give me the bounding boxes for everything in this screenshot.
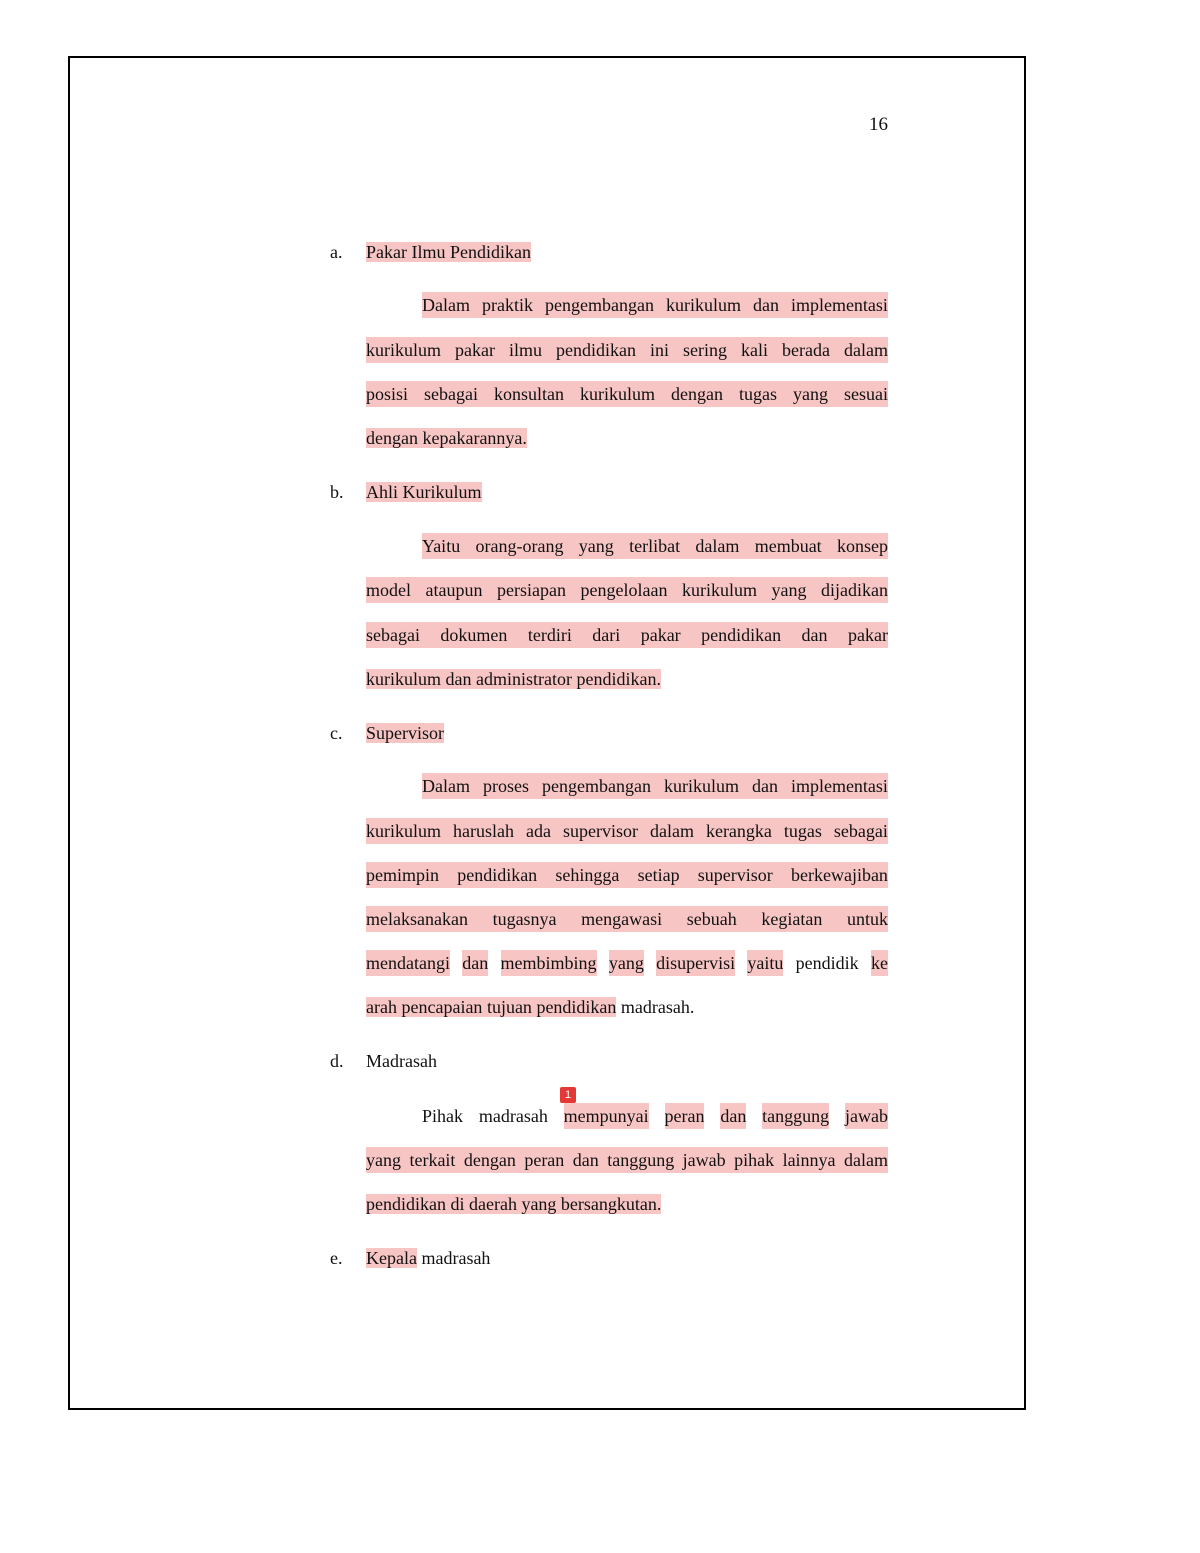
word: peran [524,1150,565,1170]
word: praktik [481,295,533,315]
word: dari [592,625,621,645]
word: kurikulum [580,384,655,404]
word: madrasah. [620,997,695,1017]
word: berada [782,340,830,360]
word: kurikulum [681,580,757,600]
word: pendidik [795,953,859,973]
word: arah [366,997,397,1017]
page-number: 16 [869,114,888,135]
heading-text: Supervisor [366,723,444,743]
heading-c [366,720,888,746]
word: untuk [846,909,888,929]
word: proses [482,776,529,796]
word: kurikulum [663,776,739,796]
word: yang [771,580,807,600]
word: kurikulum [366,821,441,841]
word: kali [741,340,768,360]
word: supervisor [562,821,638,841]
word: melaksanakan [366,909,468,929]
word: ini [649,340,669,360]
word: dalam [649,821,694,841]
paragraph-line [422,1103,888,1129]
word: orang-orang [475,536,564,556]
word: implementasi [790,295,888,315]
word: pakar [640,625,681,645]
list-marker-a: a. [330,242,343,262]
paragraph-line [366,337,888,363]
word: terlibat [629,536,681,556]
word: dengan [671,384,723,404]
list-marker-c: c. [330,723,343,743]
word: tanggung [762,1103,829,1129]
word: dengan [463,1150,516,1170]
paragraph-line [422,533,888,559]
word: terdiri [527,625,572,645]
paragraph-line [366,950,888,976]
word: madrasah [478,1106,548,1126]
word: Dalam [422,295,470,315]
heading-text: Madrasah [366,1051,437,1071]
word: dan [801,625,828,645]
word: pengembangan [544,295,654,315]
word: dan [751,776,778,796]
word: tanggung [607,1150,675,1170]
heading-text: Kepala [366,1248,417,1268]
word: tugasnya [492,909,557,929]
word: membuat [754,536,822,556]
comment-badge[interactable]: 1 [560,1087,576,1103]
word: pengelolaan [580,580,668,600]
paragraph-line [422,773,888,799]
word: pakar [455,340,495,360]
paragraph-line [366,906,888,932]
word: posisi [366,384,409,404]
paragraph-line [366,381,888,407]
word: yang [366,1150,401,1170]
word: ilmu [508,340,542,360]
list-marker-d: d. [330,1051,344,1071]
word: dijadikan [821,580,888,600]
word: mendatangi [366,950,450,976]
heading-a [366,239,888,265]
word: dan [752,295,779,315]
paragraph-text: pendidikan di daerah yang bersangkutan. [366,1194,662,1214]
word: membimbing [501,950,597,976]
paragraph-line [366,425,888,451]
word: pendidikan [532,997,616,1017]
word: ataupun [425,580,483,600]
word: sebagai [833,821,888,841]
heading-b [366,479,888,505]
word: jawab [682,1150,726,1170]
word: peran [665,1103,705,1129]
word: dokumen [440,625,508,645]
word: pendidikan [457,865,538,885]
word: ada [525,821,551,841]
word: sesuai [843,384,888,404]
word: terkait [409,1150,456,1170]
paragraph-line [366,577,888,603]
word: konsultan [494,384,564,404]
word: sebagai [424,384,478,404]
word: Yaitu [422,536,461,556]
word: yaitu [747,950,783,976]
word: Dalam [422,776,470,796]
word: tugas [783,821,822,841]
word: dalam [843,340,888,360]
word: pihak [734,1150,775,1170]
word: dalam [844,1150,888,1170]
word: pengembangan [541,776,651,796]
heading-text: Pakar Ilmu Pendidikan [366,242,531,262]
paragraph-line [366,666,888,692]
heading-text: Ahli Kurikulum [366,482,482,502]
paragraph-line [366,622,888,648]
word: kegiatan [761,909,823,929]
paragraph-line [422,292,888,318]
paragraph-line [366,994,888,1020]
word: setiap [637,865,680,885]
word: haruslah [453,821,514,841]
word: mengawasi [581,909,663,929]
heading-e [366,1245,888,1271]
word: dalam [695,536,740,556]
list-marker-e: e. [330,1248,343,1268]
word: kurikulum [366,340,441,360]
word: yang [578,536,614,556]
word: kurikulum [665,295,741,315]
word: pakar [847,625,888,645]
word: berkewajiban [790,865,888,885]
paragraph-text: kurikulum dan administrator pendidikan. [366,669,661,689]
paragraph-line [366,1147,888,1173]
word: jawab [845,1103,888,1129]
word: ke [871,950,888,976]
word: implementasi [790,776,888,796]
word: dan [720,1103,746,1129]
word: dan [462,950,488,976]
heading-text: madrasah [421,1248,491,1268]
word: sebagai [366,625,420,645]
word: pemimpin [366,865,439,885]
word: konsep [837,536,888,556]
word: tujuan [482,997,532,1017]
word: pendidikan [701,625,782,645]
word: supervisor [697,865,773,885]
paragraph-line [366,818,888,844]
word: sering [683,340,727,360]
word: kerangka [705,821,772,841]
word: pencapaian [397,997,482,1017]
word: model [366,580,411,600]
word: yang [792,384,828,404]
paragraph-line [366,862,888,888]
word: mempunyai [564,1103,649,1129]
heading-d [366,1048,888,1074]
word: lainnya [782,1150,836,1170]
word: sebuah [686,909,737,929]
paragraph-line [366,1191,888,1217]
word: pendidikan [556,340,636,360]
word: disupervisi [656,950,735,976]
word: tugas [738,384,777,404]
word: Pihak [422,1106,464,1126]
word: yang [609,950,644,976]
word: sehingga [555,865,620,885]
word: persiapan [497,580,566,600]
paragraph-text: dengan kepakarannya. [366,428,527,448]
list-marker-b: b. [330,482,344,502]
word: dan [572,1150,599,1170]
